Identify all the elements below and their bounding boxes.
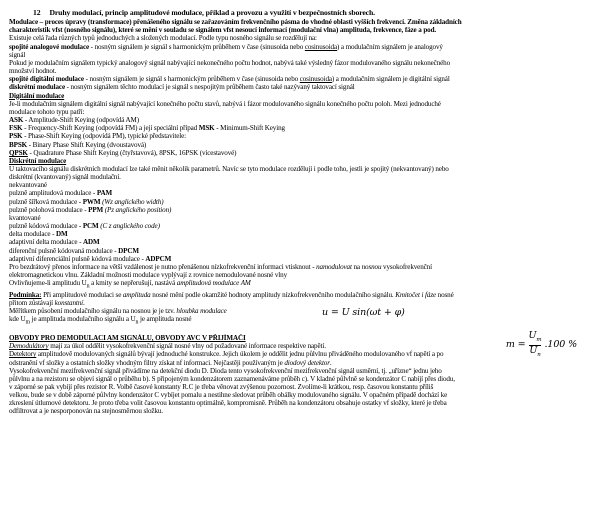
- circuits-line-4: Vysokofrekvenční mezifrekvenční signál přivádíme na detekční diodu D. Dioda tento vysokofrekvenční mezifrekvenční signál usměrní, tj. „uřízne“ jednu jeho: [9, 366, 442, 375]
- circuits-line-5: půlvlnu a na rezistoru se objeví signál o průběhu b). S připojeným kondenzátorem zaznamenáváme průběh c). V kladné půlvlně se kondenzátor C nabíjí přes diodu,: [9, 374, 455, 383]
- modulation-depth-block: [9, 307, 585, 324]
- list-item-psk: PSK - Phase-Shift Keying (odpovídá PM), typické představitele:: [9, 132, 186, 141]
- quantized-label: kvantované: [9, 213, 41, 222]
- list-item-dm: delta modulace - DM: [9, 230, 68, 239]
- am-line-1: Pro bezdrátový přenos informace na větší vzdálenost je nutno přenášenou nízkofrekvenční informaci vtisknout - namodulovat na nosnou vysokofrekvenční: [9, 262, 432, 271]
- list-item-adpcm: adaptivní diferenciální pulsně kódová modulace - ADPCM: [9, 254, 172, 263]
- depth-line-2: kde $U_m$ je amplituda modulačního signálu a $U_n$ je amplituda nosné: [9, 315, 192, 326]
- discrete-modulation-line-1: U taktovacího signálu diskrétních modulací lze také měnit několik parametrů. Navíc se tyto modulace rozdělují i podle toho, jestli je spojitý (nekvantovaný) nebo: [9, 164, 449, 173]
- circuits-line-9: odfiltrovat a je nesporponován na stejnosměrnou složku.: [9, 407, 163, 416]
- circuits-line-8: zkreslení útlumové detektoru. Je proto třeba volit časovou konstantu optimálně, kompromisně. Průběh na kondenzátoru obsahuje ostatky vf složky, které je třeba: [9, 399, 447, 408]
- list-item-pcm: pulzně kódová modulace - PCM (C z anglického code): [9, 222, 160, 231]
- list-item-bpsk: BPSK - Binary Phase Shift Keying (dvoustavová): [9, 140, 147, 149]
- circuits-line-3: odstranění vf složky a ostatních složky vhodným filtry získat nf informaci. Nejčastěji používaným je diodový detektor.: [9, 358, 332, 367]
- digital-term: spojité digitální modulace: [9, 75, 84, 84]
- analog-line-2: signál: [9, 50, 26, 59]
- intro-line-2: charakteristik vfst (nosného signálu), které se mění v souladu se signálem vfst nesoucí informací (modulační vlna) amplituda, frekvence, fáze a pod.: [9, 26, 437, 35]
- nonquantized-label: nekvantované: [9, 181, 47, 190]
- analog-term: spojité analogové modulace: [9, 42, 90, 51]
- list-item-fsk: FSK - Frequency-Shift Keying (odpovídá FM) a její speciální případ MSK - Minimum-Shift Keying: [9, 124, 285, 133]
- list-item-adm: adaptivní delta modulace - ADM: [9, 238, 100, 247]
- list-item-pam: pulzně amplitudová modulace - PAM: [9, 189, 113, 198]
- section-number: 12: [33, 9, 41, 17]
- analog-line-4: množství hodnot.: [9, 67, 57, 76]
- list-item-ppm: pulzně polohová modulace - PPM (Pz anglického position): [9, 205, 172, 214]
- am-condition-line-2: přitom zůstávají konstantní.: [9, 298, 85, 307]
- depth-line-1: Měřítkem působení modulačního signálu na nosnou je je tzv. hloubka modulace: [9, 307, 227, 316]
- circuits-line-6: v záporné se pak vybíjí přes rezistor R. Volbě časové konstanty R.C je třeba věnovat zvýšenou pozornost. Zvolíme-li krátkou, resp. časovou konstantu příliš: [9, 382, 434, 391]
- modulation-depth-equation: m = $\frac{U_m}{U_n}$ .100 %: [505, 330, 577, 358]
- section-heading: [9, 9, 585, 17]
- discrete-modulation-line-2: diskrétní (kvantovaný) signál modulační.: [9, 173, 121, 182]
- digital-modulation-line-2: modulace tohoto typu patří:: [9, 107, 85, 116]
- am-condition-line-1: Podmínka: Při amplitudové modulaci se amplituda nosné mění podle okamžité hodnoty amplitudy nízkofrekvenčního modulačního signálu. Kmitočet i fáze nosné: [9, 290, 454, 299]
- am-line-2: elektromagnetickou vlnu. Základní možnosti modulace vyplývají z rovnice nemodulované nosné vlny: [9, 271, 287, 279]
- list-item-ask: ASK - Amplitude-Shift Keying (odpovídá AM): [9, 116, 139, 125]
- discrete-line: diskrétní modulace - nosným signálem těchto modulací je signál s nespojitým průběhem často také nazývaný taktovací signál: [9, 83, 355, 92]
- detectors-line: Detektory amplitudově modulovaných signálů bývají jednoduché konstrukce. Jejich úkolem je oddělit jednu půlvlnu přiváděného modulovaného vf napětí a po: [9, 350, 444, 359]
- intro-line-3: Existuje celá řada různých typů jednoduchých a složených modulací. Podle typu nosného signálu se rozdělují na:: [9, 34, 317, 43]
- circuits-heading: OBVODY PRO DEMODULACI AM SIGNÁLU, OBVODY AVC V PŘIJÍMAČI: [9, 334, 246, 343]
- intro-line-1: Modulace – proces úpravy (transformace) přenášeného signálu se zařazováním frekvenčního pásma do vhodné oblasti vyšších frekvencí. Změna základních: [9, 18, 462, 27]
- carrier-wave-equation: u = U sin(ωt + φ): [322, 307, 405, 319]
- digital-modulation-line-1: Je-li modulačním signálem digitální signál nabývající konečného počtu stavů, nabývá i fázor modulovaného signálu konečného počtu poloh. Mezi jednoduché: [9, 99, 441, 108]
- discrete-modulation-heading: Diskrétní modulace: [9, 156, 67, 165]
- digital-modulation-heading: Digitální modulace: [9, 91, 65, 100]
- analog-line-3: Pokud je modulačním signálem typický analogový signál nabývající nekonečného počtu hodnot, nabývá také výsledný fázor modulovaného signálu nekonečného: [9, 58, 451, 67]
- list-item-dpcm: diferenční pulsně kódovaná modulace - DPCM: [9, 246, 139, 255]
- list-item-qpsk: QPSK - Quadrature Phase Shift Keying (čtyřstavová), 8PSK, 16PSK (vícestavové): [9, 148, 237, 157]
- circuits-line-7: velkou, bude se v době záporné půlvlny kondenzátor C vybíjet pomalu a nestihne sledovat průběh obálky modulovaného signálu. V opačném případě dochází ke: [9, 391, 448, 400]
- analog-line-1: spojité analogové modulace - nosným signálem je signál s harmonickým průběhem v čase (sinusoida nebo cosinusoida) a modulačním signálem je analogový: [9, 42, 443, 51]
- section-title: Druhy modulací, princip amplitudové modulace, příklad a provozu a využití v bezpečnostních sborech.: [49, 9, 375, 17]
- circuits-section: [9, 330, 585, 416]
- list-item-pwm: pulzně šířková modulace - PWM (Wz anglického width): [9, 197, 164, 206]
- discrete-term: diskrétní modulace: [9, 83, 65, 92]
- digital-line-1: spojité digitální modulace - nosným signálem je signál s harmonickým průběhem v čase (sinusoida nebo cosinusoida) a modulačním signálem je digitální signál: [9, 75, 450, 84]
- am-line-3: Ovlivňujeme-li amplitudu $U_n$ a kmity se nepřerušují, nastává amplitudová modulace AM: [9, 279, 251, 290]
- demodulators-line: Demodulátory mají za úkol oddělit vysokofrekvenční signál nosné vlny od požadované informace respektive napětí.: [9, 342, 326, 351]
